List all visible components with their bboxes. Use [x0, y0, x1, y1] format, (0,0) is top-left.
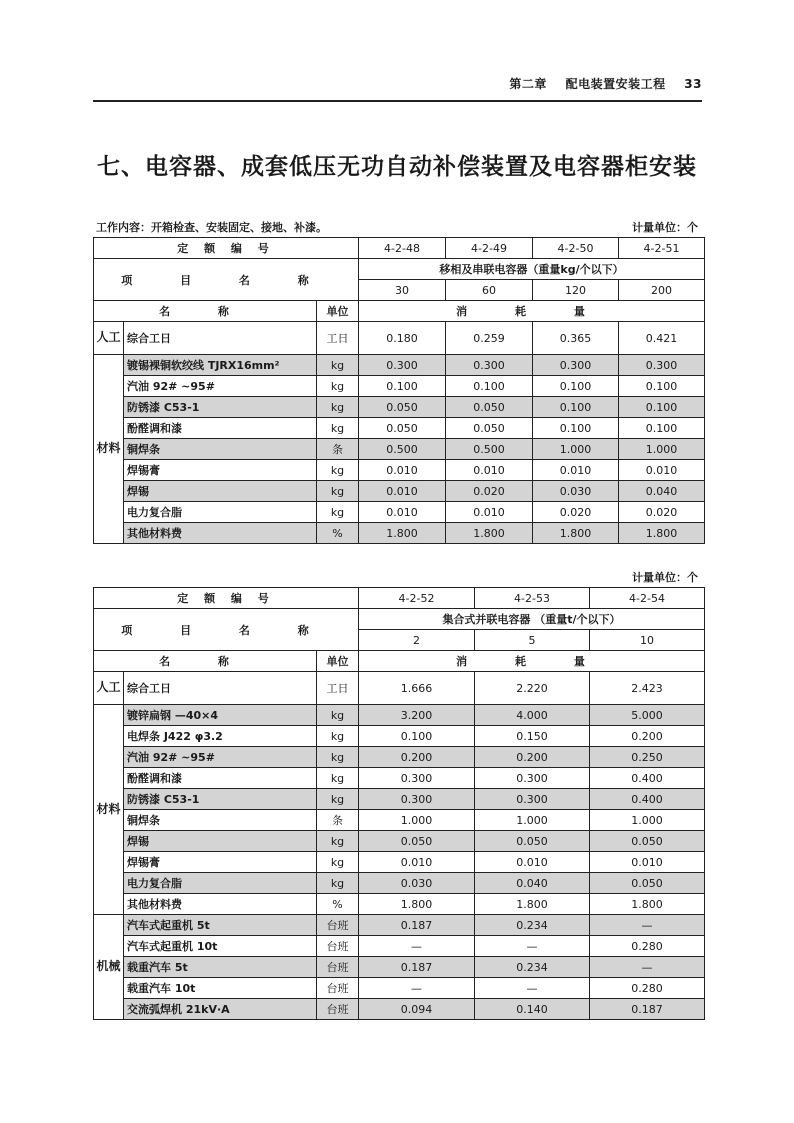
material-row-unit: 条: [317, 439, 359, 460]
material-row-category: 材料: [94, 705, 124, 915]
material-row-name: 酚醛调和漆: [124, 768, 317, 789]
labor-value: 0.259: [446, 322, 533, 355]
machinery-row-value: —: [359, 978, 475, 999]
machinery-row-value: —: [590, 957, 705, 978]
material-row-value: 1.800: [590, 894, 705, 915]
unit-note-2: 计量单位：个: [632, 571, 698, 584]
size-cell: 60: [446, 280, 533, 301]
material-row-value: 0.250: [590, 747, 705, 768]
material-row-value: 0.100: [533, 418, 619, 439]
material-row-unit: 条: [317, 810, 359, 831]
material-row-value: 0.150: [475, 726, 590, 747]
material-row-value: 0.030: [533, 481, 619, 502]
material-row-value: 0.020: [446, 481, 533, 502]
name-header: 名 称: [94, 301, 317, 322]
code-row: [94, 588, 705, 609]
page-number: 33: [684, 77, 702, 91]
material-row-value: 0.100: [446, 376, 533, 397]
material-row-value: 5.000: [590, 705, 705, 726]
material-row: [94, 894, 705, 915]
labor-row: [94, 672, 705, 705]
header-rule: [93, 100, 702, 102]
code-cell: 4-2-48: [359, 238, 446, 259]
labor-category: 人工: [94, 322, 124, 355]
unit-header: 单位: [317, 651, 359, 672]
material-row-value: 0.300: [359, 768, 475, 789]
group-row: [94, 609, 705, 630]
size-cell: 2: [359, 630, 475, 651]
material-row-name: 酚醛调和漆: [124, 418, 317, 439]
material-row-name: 焊锡膏: [124, 852, 317, 873]
machinery-row-value: 0.280: [590, 978, 705, 999]
labor-value: 0.421: [619, 322, 705, 355]
material-row-value: 0.010: [359, 481, 446, 502]
group-row: [94, 259, 705, 280]
material-row-value: 0.010: [359, 502, 446, 523]
material-row-name: 电焊条 J422 φ3.2: [124, 726, 317, 747]
material-row-value: 0.100: [359, 726, 475, 747]
material-row-value: 0.100: [619, 397, 705, 418]
material-row-name: 焊锡膏: [124, 460, 317, 481]
material-rows: [94, 355, 705, 544]
material-row-value: 0.020: [619, 502, 705, 523]
material-row-value: 0.040: [475, 873, 590, 894]
material-row-value: 0.100: [533, 397, 619, 418]
material-row-value: 0.010: [359, 852, 475, 873]
labor-row: [94, 322, 705, 355]
material-row-value: 0.500: [359, 439, 446, 460]
material-row-value: 0.050: [475, 831, 590, 852]
machinery-row: [94, 999, 705, 1020]
column-header-row: [94, 651, 705, 672]
machinery-row-value: 0.187: [359, 957, 475, 978]
material-row-unit: kg: [317, 831, 359, 852]
consumption-header: 消 耗 量: [359, 651, 705, 672]
column-header-row: [94, 301, 705, 322]
material-row-name: 电力复合脂: [124, 873, 317, 894]
quota-table-2: [93, 587, 705, 1020]
material-row-unit: kg: [317, 747, 359, 768]
labor-name: 综合工日: [124, 322, 317, 355]
material-row-unit: kg: [317, 460, 359, 481]
material-row-value: 0.500: [446, 439, 533, 460]
material-row-name: 镀锡裸铜软绞线 TJRX16mm²: [124, 355, 317, 376]
labor-value: 0.365: [533, 322, 619, 355]
size-cell: 10: [590, 630, 705, 651]
chapter-label: 第二章: [509, 77, 547, 91]
material-row: [94, 726, 705, 747]
group-label: 移相及串联电容器（重量kg/个以下）: [359, 259, 705, 280]
machinery-row-value: 0.094: [359, 999, 475, 1020]
code-cell: 4-2-50: [533, 238, 619, 259]
group-label: 集合式并联电容器 （重量t/个以下）: [359, 609, 705, 630]
material-row: [94, 502, 705, 523]
material-row-value: 0.010: [446, 460, 533, 481]
material-row-value: 0.050: [590, 831, 705, 852]
machinery-row-category: 机械: [94, 915, 124, 1020]
material-row: [94, 810, 705, 831]
material-row-value: 0.300: [619, 355, 705, 376]
machinery-row-value: 0.187: [590, 999, 705, 1020]
item-label: 项 目 名 称: [94, 259, 359, 301]
machinery-row: [94, 978, 705, 999]
machinery-row: [94, 957, 705, 978]
material-row-name: 电力复合脂: [124, 502, 317, 523]
labor-value: 2.220: [475, 672, 590, 705]
code-label: 定 额 编 号: [94, 588, 359, 609]
machinery-row-unit: 台班: [317, 999, 359, 1020]
material-row-name: 镀锌扁钢 —40×4: [124, 705, 317, 726]
material-row-name: 铜焊条: [124, 439, 317, 460]
material-row: [94, 376, 705, 397]
material-row-value: 0.010: [446, 502, 533, 523]
material-row-unit: kg: [317, 726, 359, 747]
material-row: [94, 705, 705, 726]
material-row: [94, 481, 705, 502]
material-row-unit: kg: [317, 789, 359, 810]
machinery-row-value: —: [475, 978, 590, 999]
page-title: 七、电容器、成套低压无功自动补偿装置及电容器柜安装: [97, 154, 697, 180]
code-cell: 4-2-54: [590, 588, 705, 609]
material-row-value: 0.100: [359, 376, 446, 397]
material-row-unit: kg: [317, 418, 359, 439]
item-label: 项 目 名 称: [94, 609, 359, 651]
code-cell: 4-2-52: [359, 588, 475, 609]
material-row-value: 1.000: [619, 439, 705, 460]
material-row-value: 0.050: [590, 873, 705, 894]
material-row-unit: kg: [317, 376, 359, 397]
material-row: [94, 831, 705, 852]
material-row-value: 0.200: [475, 747, 590, 768]
material-row-value: 0.300: [359, 789, 475, 810]
material-row: [94, 768, 705, 789]
material-row-value: 0.400: [590, 789, 705, 810]
material-row-unit: kg: [317, 768, 359, 789]
material-row-value: 0.300: [475, 768, 590, 789]
material-row-value: 0.010: [590, 852, 705, 873]
material-row-value: 1.000: [590, 810, 705, 831]
material-row-value: 3.200: [359, 705, 475, 726]
material-row-unit: kg: [317, 873, 359, 894]
material-row-value: 0.300: [359, 355, 446, 376]
machinery-row-value: 0.140: [475, 999, 590, 1020]
material-row: [94, 418, 705, 439]
material-row: [94, 523, 705, 544]
material-row-value: 0.300: [533, 355, 619, 376]
machinery-row-name: 交流弧焊机 21kV·A: [124, 999, 317, 1020]
material-row-value: 0.010: [533, 460, 619, 481]
material-row-name: 防锈漆 C53-1: [124, 789, 317, 810]
work-content-note: 工作内容：开箱检查、安装固定、接地、补漆。: [96, 221, 327, 234]
material-row-value: 0.100: [533, 376, 619, 397]
material-row-value: 4.000: [475, 705, 590, 726]
material-row-value: 0.050: [359, 418, 446, 439]
machinery-row-unit: 台班: [317, 936, 359, 957]
material-row: [94, 747, 705, 768]
material-row-value: 1.800: [359, 894, 475, 915]
section-label: 配电装置安装工程: [565, 77, 666, 91]
material-row-value: 1.800: [359, 523, 446, 544]
running-header: [495, 75, 702, 92]
material-row-value: 0.030: [359, 873, 475, 894]
material-row-value: 0.040: [619, 481, 705, 502]
material-row-unit: kg: [317, 705, 359, 726]
consumption-header: 消 耗 量: [359, 301, 705, 322]
machinery-row-unit: 台班: [317, 915, 359, 936]
size-cell: 120: [533, 280, 619, 301]
material-row-unit: kg: [317, 397, 359, 418]
material-row-value: 0.100: [619, 376, 705, 397]
material-row-value: 0.020: [533, 502, 619, 523]
material-row-value: 0.100: [619, 418, 705, 439]
material-row-value: 0.050: [359, 831, 475, 852]
material-row-unit: kg: [317, 852, 359, 873]
material-row-value: 0.300: [446, 355, 533, 376]
code-cell: 4-2-51: [619, 238, 705, 259]
labor-value: 1.666: [359, 672, 475, 705]
labor-category: 人工: [94, 672, 124, 705]
material-row: [94, 789, 705, 810]
material-row-value: 0.200: [590, 726, 705, 747]
machinery-row-name: 汽车式起重机 5t: [124, 915, 317, 936]
material-row-value: 1.800: [475, 894, 590, 915]
machinery-rows: [94, 915, 705, 1020]
material-row-name: 汽油 92# ~95#: [124, 747, 317, 768]
machinery-row: [94, 936, 705, 957]
material-row-name: 焊锡: [124, 831, 317, 852]
machinery-row-name: 载重汽车 5t: [124, 957, 317, 978]
material-row: [94, 460, 705, 481]
unit-note-1: 计量单位：个: [632, 221, 698, 234]
machinery-row: [94, 915, 705, 936]
material-row-value: 0.300: [475, 789, 590, 810]
machinery-row-value: 0.234: [475, 915, 590, 936]
material-row-name: 其他材料费: [124, 894, 317, 915]
material-row-name: 汽油 92# ~95#: [124, 376, 317, 397]
material-row-name: 焊锡: [124, 481, 317, 502]
material-row: [94, 852, 705, 873]
material-rows: [94, 705, 705, 915]
machinery-row-unit: 台班: [317, 978, 359, 999]
machinery-row-value: —: [359, 936, 475, 957]
code-row: [94, 238, 705, 259]
material-row-value: 0.050: [446, 418, 533, 439]
labor-unit: 工日: [317, 322, 359, 355]
material-row: [94, 873, 705, 894]
material-row-unit: kg: [317, 502, 359, 523]
material-row-name: 铜焊条: [124, 810, 317, 831]
machinery-row-value: —: [475, 936, 590, 957]
material-row-value: 1.800: [533, 523, 619, 544]
material-row-value: 1.000: [533, 439, 619, 460]
unit-header: 单位: [317, 301, 359, 322]
labor-unit: 工日: [317, 672, 359, 705]
labor-value: 2.423: [590, 672, 705, 705]
size-cell: 200: [619, 280, 705, 301]
machinery-row-value: 0.234: [475, 957, 590, 978]
material-row-value: 0.050: [446, 397, 533, 418]
machinery-row-value: 0.187: [359, 915, 475, 936]
machinery-row-unit: 台班: [317, 957, 359, 978]
material-row-value: 1.800: [619, 523, 705, 544]
material-row-unit: kg: [317, 481, 359, 502]
material-row-value: 0.010: [475, 852, 590, 873]
material-row-value: 0.200: [359, 747, 475, 768]
material-row-unit: %: [317, 523, 359, 544]
material-row: [94, 439, 705, 460]
material-row-value: 0.010: [619, 460, 705, 481]
code-cell: 4-2-53: [475, 588, 590, 609]
labor-name: 综合工日: [124, 672, 317, 705]
size-cell: 30: [359, 280, 446, 301]
material-row-value: 1.800: [446, 523, 533, 544]
material-row-value: 0.400: [590, 768, 705, 789]
code-cell: 4-2-49: [446, 238, 533, 259]
machinery-row-value: —: [590, 915, 705, 936]
material-row-name: 其他材料费: [124, 523, 317, 544]
material-row: [94, 397, 705, 418]
material-row-name: 防锈漆 C53-1: [124, 397, 317, 418]
material-row-value: 1.000: [475, 810, 590, 831]
name-header: 名 称: [94, 651, 317, 672]
machinery-row-name: 汽车式起重机 10t: [124, 936, 317, 957]
machinery-row-name: 载重汽车 10t: [124, 978, 317, 999]
labor-value: 0.180: [359, 322, 446, 355]
material-row-value: 0.050: [359, 397, 446, 418]
quota-table-1: [93, 237, 705, 544]
material-row-value: 1.000: [359, 810, 475, 831]
material-row-value: 0.010: [359, 460, 446, 481]
material-row: [94, 355, 705, 376]
machinery-row-value: 0.280: [590, 936, 705, 957]
material-row-unit: kg: [317, 355, 359, 376]
material-row-unit: %: [317, 894, 359, 915]
size-cell: 5: [475, 630, 590, 651]
material-row-category: 材料: [94, 355, 124, 544]
code-label: 定 额 编 号: [94, 238, 359, 259]
